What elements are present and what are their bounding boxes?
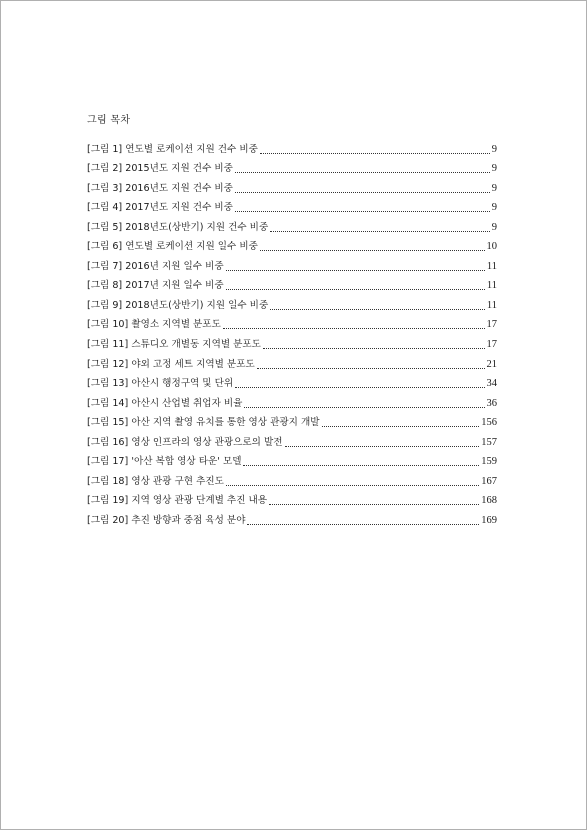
toc-entry-label: [그림 4] 2017년도 지원 건수 비중: [87, 202, 233, 214]
toc-entry-label: [그림 15] 아산 지역 촬영 유치를 통한 영상 관광지 개발: [87, 417, 320, 429]
toc-entry-page: 159: [481, 456, 497, 468]
toc-dot-leader: [244, 406, 484, 408]
toc-entry-page: 17: [486, 319, 497, 331]
toc-dot-leader: [247, 523, 479, 525]
toc-entry-label: [그림 20] 추진 방향과 중점 육성 분야: [87, 514, 246, 526]
toc-entry[interactable]: [87, 449, 497, 469]
toc-entry-label: [그림 13] 아산시 행정구역 및 단위: [87, 378, 234, 390]
toc-entry[interactable]: [87, 273, 497, 293]
toc-entry-page: 9: [491, 202, 497, 214]
toc-dot-leader: [223, 327, 485, 329]
toc-entry-page: 21: [486, 358, 497, 370]
toc-entry[interactable]: [87, 292, 497, 312]
toc-entry-page: 10: [486, 241, 497, 253]
toc-entry-label: [그림 6] 연도별 로케이션 지원 일수 비중: [87, 241, 258, 253]
toc-dot-leader: [260, 152, 490, 154]
toc-entry-label: [그림 10] 촬영소 지역별 분포도: [87, 319, 221, 331]
toc-list: [87, 136, 497, 527]
toc-entry-label: [그림 9] 2018년도(상반기) 지원 일수 비중: [87, 299, 269, 311]
toc-entry-label: [그림 12] 야외 고정 세트 지역별 분포도: [87, 358, 255, 370]
toc-entry-label: [그림 11] 스튜디오 개별동 지역별 분포도: [87, 339, 261, 351]
toc-entry-label: [그림 5] 2018년도(상반기) 지원 건수 비중: [87, 221, 269, 233]
toc-dot-leader: [235, 386, 484, 388]
toc-entry-label: [그림 16] 영상 인프라의 영상 관광으로의 발전: [87, 436, 283, 448]
toc-dot-leader: [257, 367, 485, 369]
toc-entry-label: [그림 7] 2016년 지원 일수 비중: [87, 260, 224, 272]
toc-entry[interactable]: [87, 468, 497, 488]
toc-entry-page: 169: [481, 514, 497, 526]
toc-entry-page: 9: [491, 221, 497, 233]
toc-entry[interactable]: [87, 234, 497, 254]
toc-entry-page: 17: [486, 339, 497, 351]
toc-entry-page: 9: [491, 182, 497, 194]
toc-entry-label: [그림 14] 아산시 산업별 취업자 비율: [87, 397, 243, 409]
toc-dot-leader: [270, 308, 485, 310]
toc-entry[interactable]: [87, 507, 497, 527]
toc-entry[interactable]: [87, 390, 497, 410]
toc-entry[interactable]: [87, 488, 497, 508]
toc-dot-leader: [235, 171, 490, 173]
toc-dot-leader: [235, 210, 490, 212]
toc-entry[interactable]: [87, 351, 497, 371]
toc-dot-leader: [226, 288, 485, 290]
toc-entry-label: [그림 8] 2017년 지원 일수 비중: [87, 280, 224, 292]
toc-entry-label: [그림 19] 지역 영상 관광 단계별 추진 내용: [87, 495, 268, 507]
toc-title: 그림 목차: [87, 115, 131, 126]
toc-dot-leader: [235, 191, 490, 193]
toc-entry-label: [그림 17] '아산 복합 영상 타운' 모델: [87, 456, 242, 468]
toc-dot-leader: [226, 269, 485, 271]
toc-entry-label: [그림 1] 연도별 로케이션 지원 건수 비중: [87, 143, 258, 155]
toc-entry[interactable]: [87, 312, 497, 332]
table-of-figures: [87, 114, 497, 527]
toc-entry-label: [그림 18] 영상 관광 구현 추진도: [87, 475, 224, 487]
toc-entry-page: 11: [486, 299, 497, 311]
toc-entry[interactable]: [87, 253, 497, 273]
toc-entry-label: [그림 3] 2016년도 지원 건수 비중: [87, 182, 233, 194]
toc-entry-page: 9: [491, 143, 497, 155]
toc-entry[interactable]: [87, 214, 497, 234]
toc-entry-page: 11: [486, 280, 497, 292]
toc-dot-leader: [322, 425, 480, 427]
toc-entry-page: 156: [481, 417, 497, 429]
toc-entry[interactable]: [87, 136, 497, 156]
toc-entry[interactable]: [87, 429, 497, 449]
toc-dot-leader: [243, 464, 479, 466]
toc-dot-leader: [269, 503, 479, 505]
toc-entry-page: 11: [486, 260, 497, 272]
toc-entry-page: 167: [481, 475, 497, 487]
toc-dot-leader: [226, 484, 479, 486]
toc-entry[interactable]: [87, 331, 497, 351]
toc-entry-page: 36: [486, 397, 497, 409]
toc-dot-leader: [285, 445, 480, 447]
toc-entry-page: 168: [481, 495, 497, 507]
toc-entry[interactable]: [87, 195, 497, 215]
toc-entry[interactable]: [87, 156, 497, 176]
toc-entry-page: 34: [486, 378, 497, 390]
toc-dot-leader: [260, 249, 485, 251]
toc-entry[interactable]: [87, 175, 497, 195]
toc-entry-page: 157: [481, 436, 497, 448]
toc-entry-label: [그림 2] 2015년도 지원 건수 비중: [87, 163, 233, 175]
toc-entry-page: 9: [491, 163, 497, 175]
toc-dot-leader: [270, 230, 490, 232]
toc-entry[interactable]: [87, 371, 497, 391]
toc-entry[interactable]: [87, 410, 497, 430]
toc-dot-leader: [263, 347, 485, 349]
